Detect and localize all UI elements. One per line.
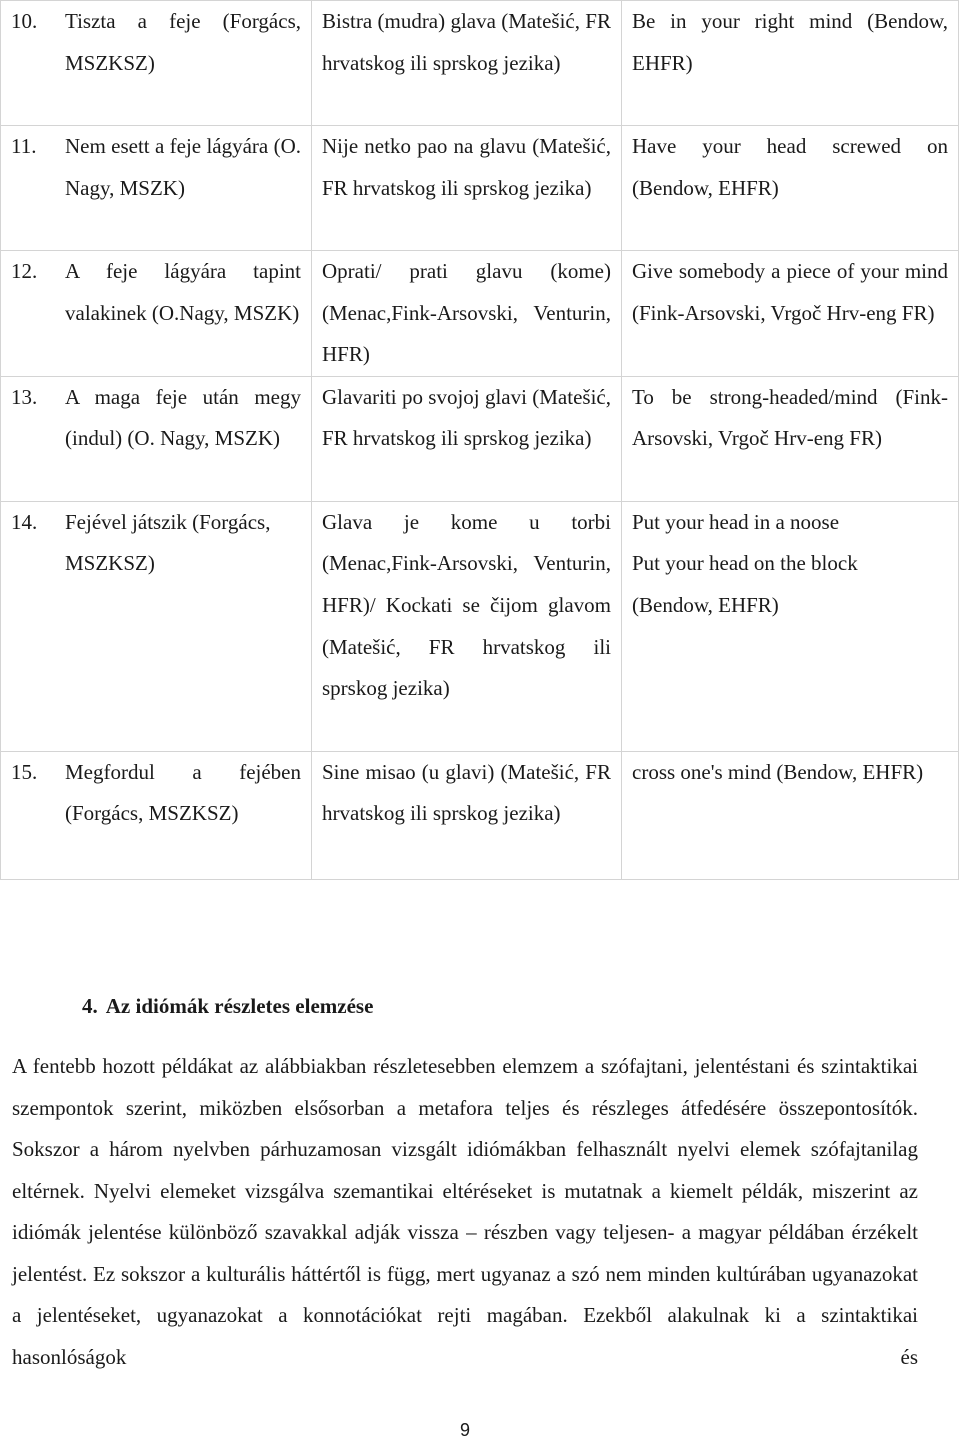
croatian-idiom-cell [312,1,622,126]
croatian-idiom-cell [312,251,622,377]
section-title: Az idiómák részletes elemzése [105,994,374,1018]
hungarian-idiom: Megfordul a fejében (Forgács, MSZKSZ) [65,759,301,826]
english-idiom: cross one's mind (Bendow, EHFR) [632,759,924,784]
english-idiom-cell [622,751,959,879]
croatian-idiom-cell [312,126,622,251]
hungarian-idiom: Nem esett a feje lágyára (O. Nagy, MSZK) [65,134,301,200]
croatian-idiom-cell [312,751,622,879]
table-row [1,751,959,879]
croatian-idiom-cell [312,501,622,751]
croatian-idiom: Bistra (mudra) glava (Matešić, FR hrvatskog ili sprskog jezika) [322,9,611,75]
english-idiom: To be strong-headed/mind (Fink-Arsovski, Vrgoč Hrv-eng FR) [632,384,948,451]
section-heading [82,994,373,1019]
hungarian-idiom-cell [1,126,312,251]
section-number: 4. [82,994,98,1018]
row-number: 15. [11,759,38,784]
table-row [1,376,959,501]
english-idiom-cell [622,501,959,751]
hungarian-idiom: Fejével játszik (Forgács, MSZKSZ) [65,509,271,576]
croatian-idiom: Oprati/ prati glavu (kome) (Menac,Fink-Arsovski, Venturin, HFR) [322,259,611,367]
english-idiom-cell [622,126,959,251]
hungarian-idiom: A maga feje után megy (indul) (O. Nagy, MSZK) [65,384,301,451]
hungarian-idiom-cell [1,1,312,126]
page-number: 9 [459,1420,470,1440]
croatian-idiom: Glava je kome u torbi (Menac,Fink-Arsovski, Venturin, HFR)/ Kockati se čijom glavom (Matešić, FR hrvatskog ili sprskog jezika) [322,509,611,701]
english-idiom: Give somebody a piece of your mind (Fink-Arsovski, Vrgoč Hrv-eng FR) [632,259,948,325]
hungarian-idiom: A feje lágyára tapint valakinek (O.Nagy, MSZK) [65,259,301,325]
table-row [1,251,959,377]
row-number: 13. [11,384,38,409]
hungarian-idiom-cell [1,251,312,377]
hungarian-idiom-cell [1,751,312,879]
croatian-idiom: Glavariti po svojoj glavi (Matešić, FR hrvatskog ili sprskog jezika) [322,384,611,451]
row-number: 11. [11,134,37,158]
croatian-idiom: Sine misao (u glavi) (Matešić, FR hrvatskog ili sprskog jezika) [322,759,611,826]
hungarian-idiom-cell [1,501,312,751]
english-idiom-source: (Bendow, EHFR) [632,592,779,617]
english-idiom: Be in your right mind (Bendow, EHFR) [632,9,948,75]
hungarian-idiom-cell [1,376,312,501]
english-idiom-cell [622,1,959,126]
table-row [1,501,959,751]
english-idiom: Put your head in a noose [632,509,840,534]
hungarian-idiom: Tiszta a feje (Forgács, MSZKSZ) [65,9,301,75]
table-row [1,126,959,251]
english-idiom: Have your head screwed on (Bendow, EHFR) [632,134,948,200]
english-idiom-cell [622,376,959,501]
row-number: 14. [11,509,38,534]
body-paragraph: A fentebb hozott példákat az alábbiakban részletesebben elemzem a szófajtani, jelentéstani és szintaktikai szempontok szerint, miközben elsősorban a metafora teljes és részleges átfedésére összepontosítók. Sokszor a három nyelvben párhuzamosan vizsgált idiómákban felhasznált nyelvi elemek szófajtanilag eltérnek. Nyelvi elemeket vizsgálva szemantikai eltéréseket is mutatnak a kiemelt példák, miszerint az idiómák jelentése különböző szavakkal adják vissza – részben vagy teljesen- a magyar példában érzékelt jelentést. Ez sokszor a kulturális háttértől is függ, mert ugyanaz a szó nem minden kultúrában ugyanazokat a jelentéseket, ugyanazokat a konnotációkat rejti magában. Ezekből alakulnak ki a szintaktikai hasonlóságok és [12,1054,918,1369]
english-idiom: Put your head on the block [632,551,858,576]
row-number: 10. [11,9,38,33]
row-number: 12. [11,259,38,283]
croatian-idiom-cell [312,376,622,501]
croatian-idiom: Nije netko pao na glavu (Matešić, FR hrvatskog ili sprskog jezika) [322,134,611,200]
table-row [1,1,959,126]
english-idiom-cell [622,251,959,377]
